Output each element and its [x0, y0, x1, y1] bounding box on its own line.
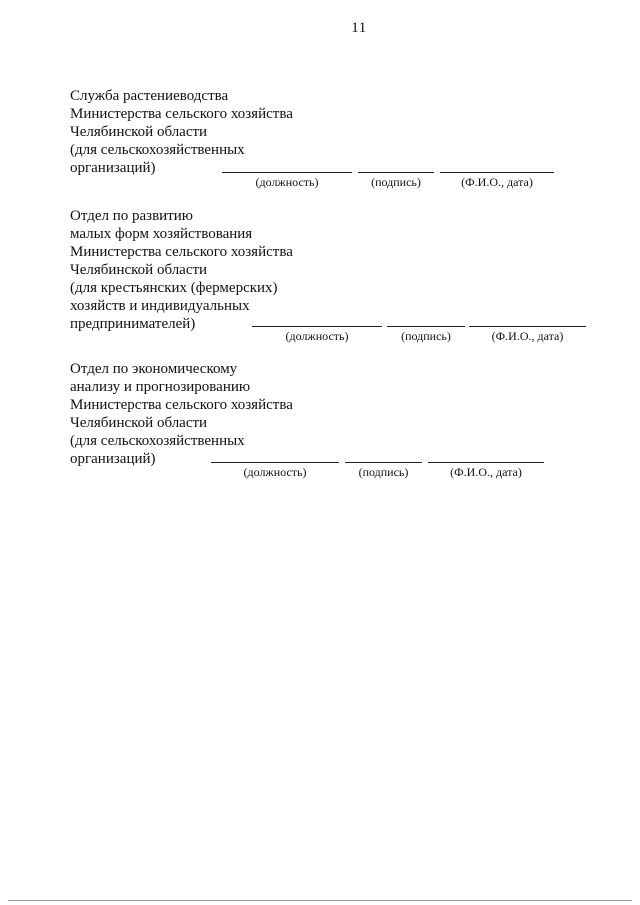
department-line: Служба растениеводства [70, 88, 229, 104]
department-line: Челябинской области [70, 262, 208, 278]
name-date-signature-line [428, 462, 544, 463]
signature-line [345, 462, 422, 463]
department-line: Отдел по экономическому [70, 361, 238, 377]
department-line: Отдел по развитию [70, 208, 193, 224]
signature-line [358, 172, 434, 173]
position-signature-line [222, 172, 352, 173]
department-line: организаций) [70, 451, 156, 467]
department-line: (для крестьянских (фермерских) [70, 280, 278, 296]
department-line: анализу и прогнозированию [70, 379, 251, 395]
position-label: (должность) [255, 175, 319, 189]
signature-label: (подпись) [371, 175, 421, 189]
signature-label: (подпись) [401, 329, 451, 343]
department-block-2 [70, 207, 293, 333]
department-line: Министерства сельского хозяйства [70, 106, 293, 122]
page-bottom-edge [8, 900, 632, 901]
department-line: (для сельскохозяйственных [70, 142, 245, 158]
position-label: (должность) [243, 465, 307, 479]
name-date-label: (Ф.И.О., дата) [461, 175, 533, 189]
department-line: малых форм хозяйствования [70, 226, 253, 242]
department-block-3 [70, 360, 293, 468]
name-date-label: (Ф.И.О., дата) [491, 329, 564, 343]
department-line: Челябинской области [70, 124, 208, 140]
department-line: организаций) [70, 160, 156, 176]
department-line: Челябинской области [70, 415, 208, 431]
name-date-signature-line [440, 172, 554, 173]
department-line: Министерства сельского хозяйства [70, 397, 293, 413]
department-line: Министерства сельского хозяйства [70, 244, 293, 260]
name-date-signature-line [469, 326, 586, 327]
signature-line [387, 326, 465, 327]
position-signature-line [252, 326, 382, 327]
department-block-1 [70, 87, 293, 177]
department-line: предпринимателей) [70, 316, 196, 332]
signature-label: (подпись) [358, 465, 409, 479]
position-label: (должность) [285, 329, 349, 343]
department-line: хозяйств и индивидуальных [70, 298, 250, 314]
page-number: 11 [351, 20, 367, 36]
department-line: (для сельскохозяйственных [70, 433, 245, 449]
name-date-label: (Ф.И.О., дата) [450, 465, 522, 479]
position-signature-line [211, 462, 339, 463]
